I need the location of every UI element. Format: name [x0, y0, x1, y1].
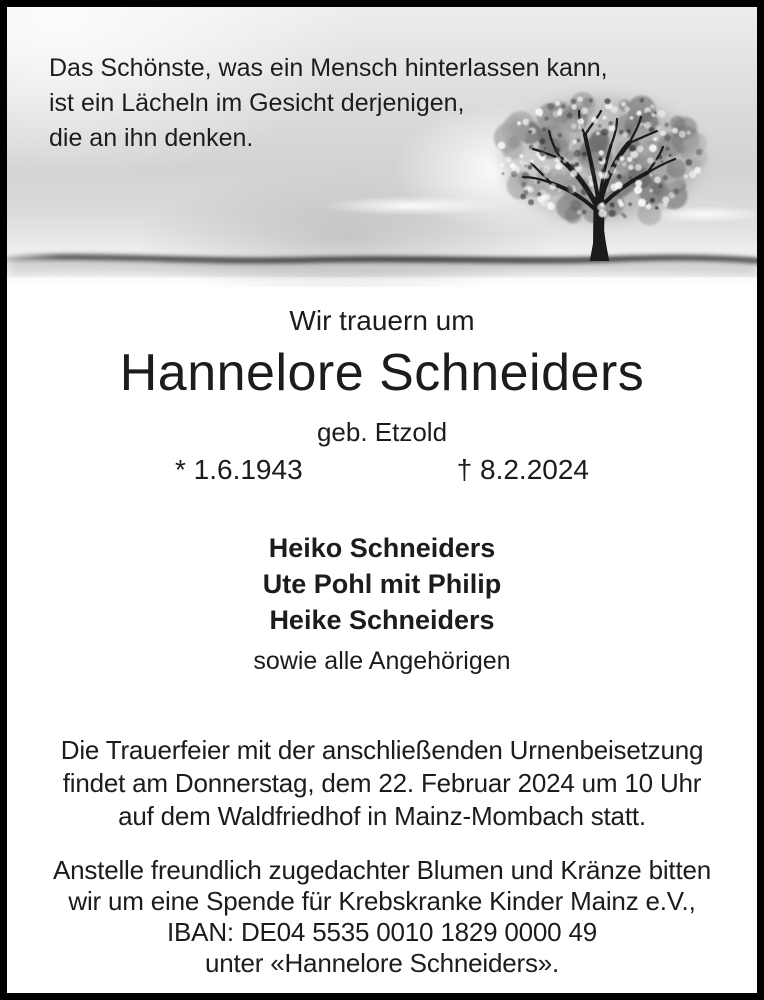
relatives-note: sowie alle Angehörigen [253, 647, 511, 675]
donation-notice-line: IBAN: DE04 5535 0010 1829 0000 49 [167, 917, 597, 947]
funeral-notice-line: findet am Donnerstag, dem 22. Februar 2024 um 10 Uhr [62, 768, 702, 798]
death-date: † 8.2.2024 [456, 454, 589, 485]
mourner-name: Heike Schneiders [269, 605, 495, 635]
funeral-notice-line: Die Trauerfeier mit der anschließenden Urnenbeisetzung [60, 735, 704, 765]
tree-illustration [489, 85, 719, 261]
donation-notice [7, 855, 757, 979]
funeral-notice [7, 734, 757, 833]
deceased-name: Hannelore Schneiders [119, 344, 645, 402]
obituary-content [7, 305, 757, 979]
maiden-name: geb. Etzold [316, 417, 448, 447]
quote-line: Das Schönste, was ein Mensch hinterlassen kann, [49, 54, 608, 82]
donation-notice-line: wir um eine Spende für Krebskranke Kinder Mainz e.V., [68, 886, 696, 916]
mourning-intro: Wir trauern um [289, 305, 475, 336]
donation-notice-line: unter «Hannelore Schneiders». [204, 948, 560, 978]
life-dates [7, 453, 757, 486]
birth-date: * 1.6.1943 [174, 454, 303, 485]
quote-line: ist ein Lächeln im Gesicht derjenigen, [49, 89, 465, 117]
mourner-name: Ute Pohl mit Philip [262, 569, 502, 599]
funeral-notice-line: auf dem Waldfriedhof in Mainz-Mombach statt. [118, 801, 646, 831]
mourner-name: Heiko Schneiders [268, 533, 496, 563]
donation-notice-line: Anstelle freundlich zugedachter Blumen und Kränze bitten [53, 855, 711, 885]
memorial-photo [7, 7, 757, 287]
quote-line: die an ihn denken. [49, 124, 254, 152]
mourners-list [7, 530, 757, 638]
